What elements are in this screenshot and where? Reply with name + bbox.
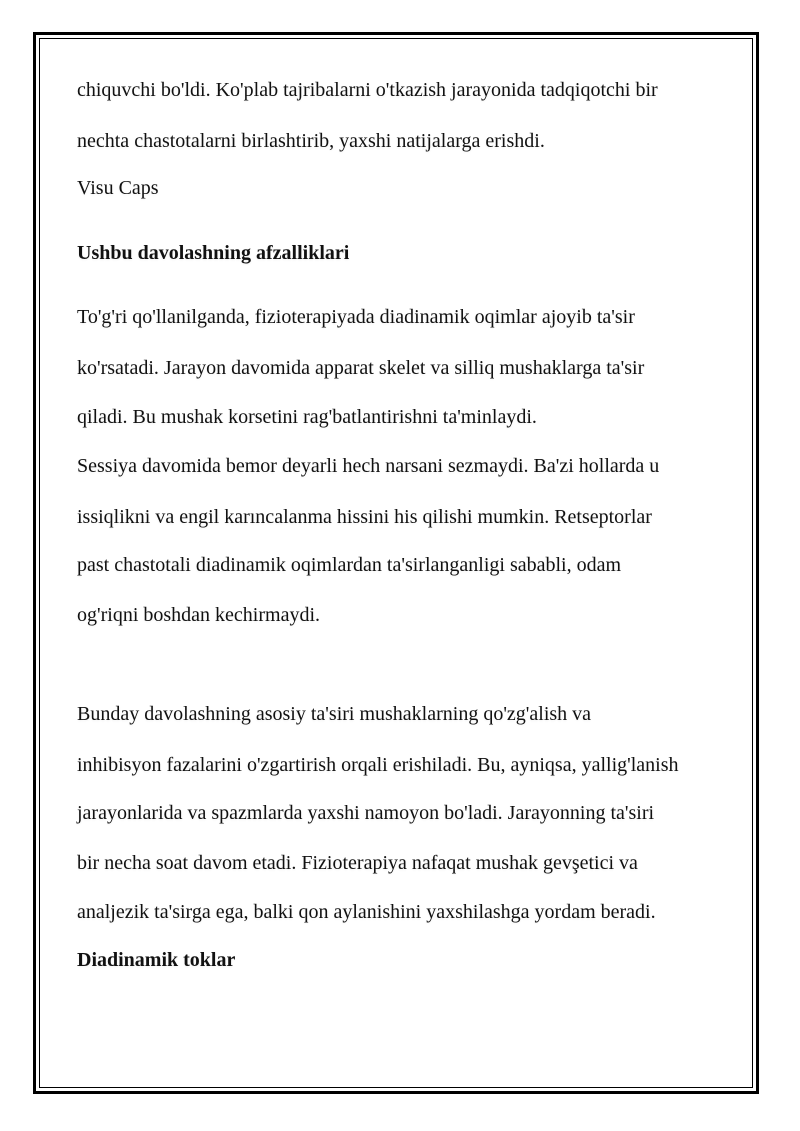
paragraph-1-line-1: To'g'ri qo'llanilganda, fizioterapiyada diadinamik oqimlar ajoyib ta'sir: [77, 306, 635, 328]
intro-line-2: nechta chastotalarni birlashtirib, yaxshi natijalarga erishdi.: [77, 130, 545, 152]
paragraph-1-line-2: ko'rsatadi. Jarayon davomida apparat skelet va silliq mushaklarga ta'sir: [77, 357, 645, 379]
paragraph-3-line-4: bir necha soat davom etadi. Fizioterapiya nafaqat mushak gevşetici va: [77, 852, 638, 874]
intro-line-1: chiquvchi bo'ldi. Ko'plab tajribalarni o'tkazish jarayonida tadqiqotchi bir: [77, 79, 658, 101]
paragraph-2-line-3: past chastotali diadinamik oqimlardan ta'sirlanganligi sababli, odam: [77, 554, 622, 576]
paragraph-2-line-2: issiqlikni va engil karıncalanma hissini his qilishi mumkin. Retseptorlar: [77, 506, 652, 528]
paragraph-3-line-3: jarayonlarida va spazmlarda yaxshi namoyon bo'ladi. Jarayonning ta'siri: [77, 802, 655, 824]
paragraph-3-line-2: inhibisyon fazalarini o'zgartirish orqali erishiladi. Bu, ayniqsa, yallig'lanish: [77, 754, 679, 776]
paragraph-2-line-4: og'riqni boshdan kechirmaydi.: [77, 604, 320, 626]
paragraph-1-line-3: qiladi. Bu mushak korsetini rag'batlantirishni ta'minlaydi.: [77, 406, 537, 428]
paragraph-3-line-1: Bunday davolashning asosiy ta'siri mushaklarning qo'zg'alish va: [77, 703, 592, 725]
caption-text: Visu Caps: [77, 177, 159, 199]
paragraph-2-line-1: Sessiya davomida bemor deyarli hech narsani sezmaydi. Ba'zi hollarda u: [77, 455, 660, 477]
section-heading-currents: Diadinamik toklar: [77, 949, 236, 971]
section-heading-advantages: Ushbu davolashning afzalliklari: [77, 242, 350, 264]
paragraph-3-line-5: analjezik ta'sirga ega, balki qon aylanishini yaxshilashga yordam beradi.: [77, 901, 656, 923]
